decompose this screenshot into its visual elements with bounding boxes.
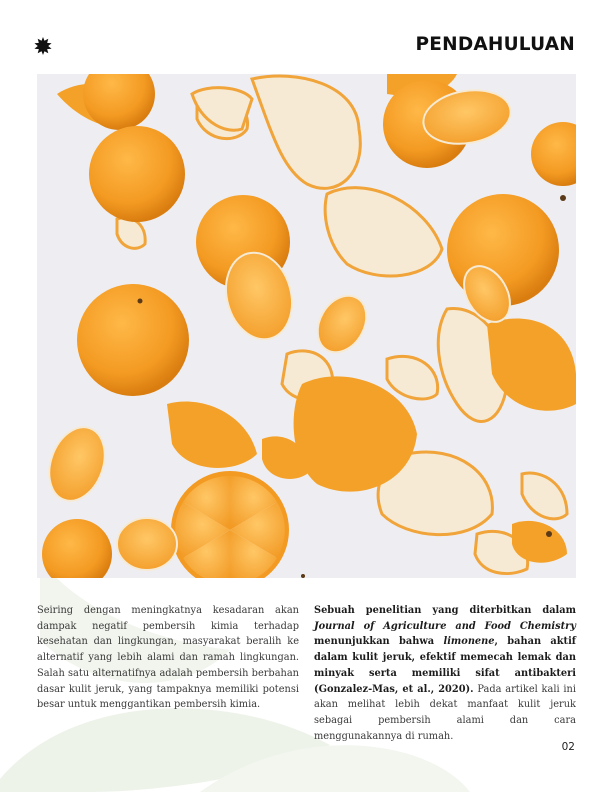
page-title: PENDAHULUAN bbox=[415, 34, 575, 55]
intro-paragraph-text: Seiring dengan meningkatnya kesadaran akan dampak negatif pembersih kimia terhadap kesehatan dan lingkungan, masyarakat beralih ke alternatif yang lebih alami dan ramah lingkungan. Salah satu alternatifnya adalah pembersih berbahan dasar kulit jeruk, yang tampaknya memiliki potensi besar untuk menggantikan pembersih kimia. bbox=[37, 605, 299, 711]
research-paragraph-text bbox=[314, 603, 576, 744]
intro-paragraph-left bbox=[37, 603, 299, 713]
regular-text: Pada artikel kali ini akan melihat lebih dekat manfaat kulit jeruk sebagai pembersih alami dan cara menggunakannya di rumah. bbox=[314, 683, 576, 742]
citrus-peel-photo bbox=[37, 74, 576, 578]
burst-star-icon bbox=[34, 37, 52, 55]
compound-name: limonene bbox=[443, 636, 495, 648]
page-number: 02 bbox=[561, 741, 575, 753]
intro-paragraph-right bbox=[314, 603, 576, 744]
bold-text-3: , bahan aktif dalam kulit jeruk, efektif memecah lemak dan minyak serta memiliki sifat antibakteri (Gonzalez-Mas, et al., 2020). bbox=[314, 636, 577, 695]
bold-text-2: menunjukkan bahwa bbox=[314, 636, 444, 648]
journal-name: Journal of Agriculture and Food Chemistry bbox=[314, 620, 576, 632]
bold-text-1: Sebuah penelitian yang diterbitkan dalam bbox=[314, 605, 576, 616]
